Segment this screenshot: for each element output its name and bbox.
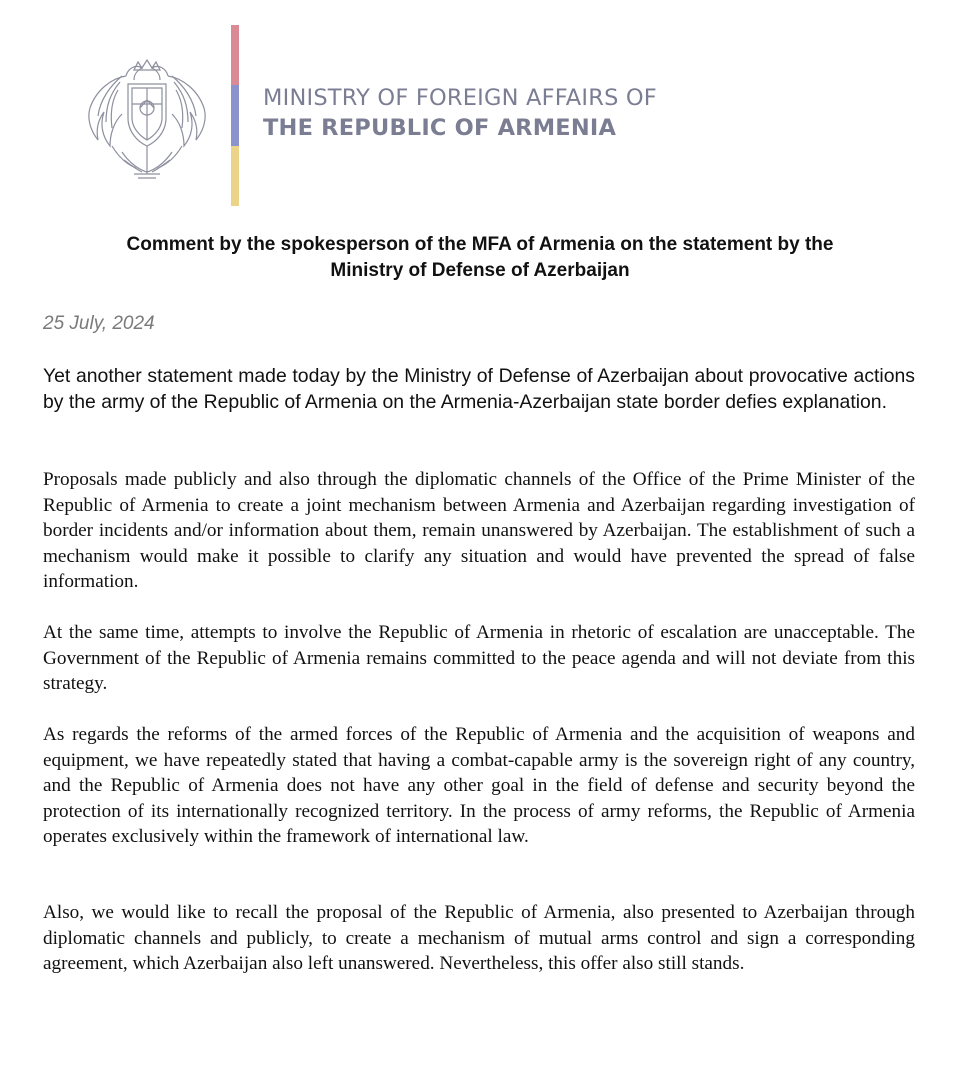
document-title-line1: Comment by the spokesperson of the MFA of Armenia on the statement by the (126, 234, 834, 255)
body-paragraph-2: At the same time, attempts to involve the Republic of Armenia in rhetoric of escalation are unacceptable. The Government of the Republic of Armenia remains committed to the peace agenda and will not deviate from this strategy. (43, 622, 915, 694)
letterhead (0, 0, 960, 215)
tricolor-red (231, 25, 239, 85)
document-date: 25 July, 2024 (43, 313, 155, 334)
tricolor-apricot (231, 146, 239, 206)
body-paragraph-3: As regards the reforms of the armed forces of the Republic of Armenia and the acquisition of weapons and equipment, we have repeatedly stated that having a combat-capable army is the sovereign right of any country, and the Republic of Armenia does not have any other goal in the field of defense and security beyond the protection of its internationally recognized territory. In the process of army reforms, the Republic of Armenia operates exclusively within the framework of international law. (43, 724, 915, 847)
lead-paragraph: Yet another statement made today by the Ministry of Defense of Azerbaijan about provocative actions by the army of the Republic of Armenia on the Armenia-Azerbaijan state border defies explanation. (43, 365, 915, 413)
document-title-line2: Ministry of Defense of Azerbaijan (330, 260, 630, 281)
tricolor-stripe (231, 25, 239, 206)
document-title (40, 232, 920, 284)
body-paragraph-1: Proposals made publicly and also through the diplomatic channels of the Office of the Prime Minister of the Republic of Armenia to create a joint mechanism between Armenia and Azerbaijan regarding investigation of border incidents and/or information about them, remain unanswered by Azerbaijan. The establishment of such a mechanism would make it possible to clarify any situation and would have prevented the spread of false information. (43, 469, 915, 592)
ministry-name-line2: THE REPUBLIC OF ARMENIA (263, 115, 617, 141)
tricolor-blue (231, 85, 239, 145)
body-paragraph-4: Also, we would like to recall the proposal of the Republic of Armenia, also presented to Azerbaijan through diplomatic channels and publicly, to create a mechanism of mutual arms control and sign a corresponding agreement, which Azerbaijan also left unanswered. Nevertheless, this offer also still stands. (43, 902, 915, 974)
coat-of-arms-icon (82, 56, 212, 182)
ministry-name-line1: MINISTRY OF FOREIGN AFFAIRS OF (263, 85, 657, 111)
ministry-name (263, 83, 657, 143)
